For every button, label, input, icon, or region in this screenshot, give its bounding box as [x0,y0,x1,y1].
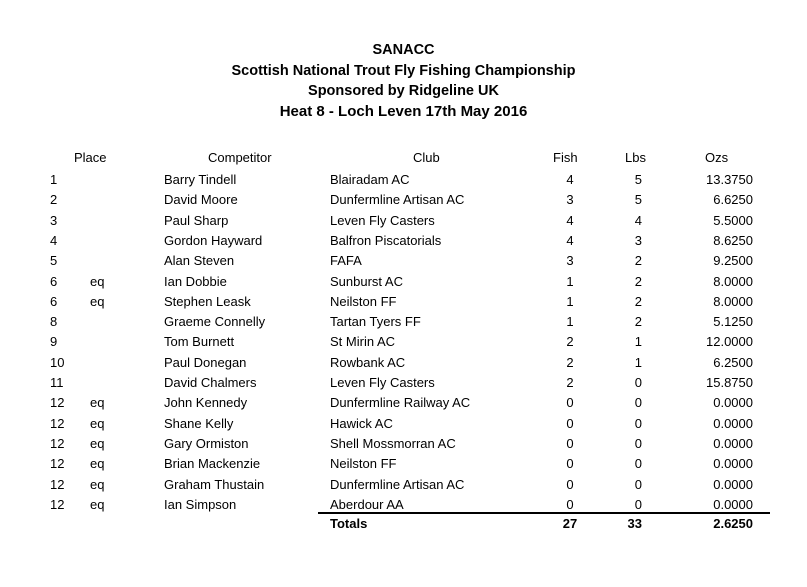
cell-competitor: Graeme Connelly [164,314,266,329]
cell-eq: eq [90,456,105,471]
cell-competitor: Paul Donegan [164,355,247,370]
totals-ozs: 2.6250 [713,516,753,531]
cell-ozs: 6.2500 [713,355,753,370]
cell-place: 10 [50,355,65,370]
cell-place: 9 [50,334,58,349]
cell-club: Rowbank AC [330,355,406,370]
cell-fish: 0 [566,477,574,492]
cell-competitor: Alan Steven [164,253,235,268]
cell-competitor: Barry Tindell [164,172,237,187]
cell-lbs: 2 [634,294,642,309]
cell-club: Dunfermline Artisan AC [330,192,465,207]
cell-fish: 0 [566,497,574,512]
heat-title: Heat 8 - Loch Leven 17th May 2016 [279,102,528,120]
cell-eq: eq [90,477,105,492]
header-fish: Fish [553,150,578,165]
cell-place: 12 [50,395,65,410]
cell-lbs: 1 [634,355,642,370]
cell-lbs: 0 [634,477,642,492]
cell-lbs: 0 [634,436,642,451]
cell-competitor: Brian Mackenzie [164,456,261,471]
cell-place: 2 [50,192,58,207]
cell-competitor: David Moore [164,192,238,207]
cell-ozs: 0.0000 [713,395,753,410]
cell-eq: eq [90,395,105,410]
cell-ozs: 0.0000 [713,416,753,431]
cell-competitor: Graham Thustain [164,477,265,492]
cell-lbs: 2 [634,274,642,289]
header-club: Club [413,150,440,165]
cell-fish: 2 [566,334,574,349]
cell-place: 8 [50,314,58,329]
header-competitor: Competitor [208,150,272,165]
cell-lbs: 1 [634,334,642,349]
totals-label: Totals [330,516,368,531]
cell-fish: 0 [566,395,574,410]
cell-club: Leven Fly Casters [330,375,435,390]
totals-lbs: 33 [627,516,642,531]
cell-competitor: Ian Dobbie [164,274,227,289]
cell-ozs: 5.1250 [713,314,753,329]
cell-club: Neilston FF [330,294,397,309]
cell-ozs: 8.0000 [713,274,753,289]
cell-lbs: 0 [634,395,642,410]
totals-fish: 27 [562,516,578,531]
header-ozs: Ozs [705,150,729,165]
cell-ozs: 12.0000 [706,334,753,349]
cell-competitor: David Chalmers [164,375,257,390]
cell-ozs: 0.0000 [713,497,753,512]
cell-club: St Mirin AC [330,334,396,349]
cell-club: Blairadam AC [330,172,410,187]
cell-fish: 3 [566,253,574,268]
cell-fish: 4 [566,213,574,228]
cell-competitor: Tom Burnett [164,334,235,349]
cell-ozs: 0.0000 [713,436,753,451]
cell-lbs: 0 [634,497,642,512]
cell-fish: 1 [566,314,574,329]
cell-fish: 4 [566,172,574,187]
cell-club: Neilston FF [330,456,397,471]
cell-fish: 1 [566,274,574,289]
cell-lbs: 5 [634,172,642,187]
cell-ozs: 0.0000 [713,456,753,471]
cell-competitor: Gary Ormiston [164,436,249,451]
cell-place: 3 [50,213,58,228]
cell-fish: 0 [566,456,574,471]
cell-ozs: 8.0000 [713,294,753,309]
header-place: Place [74,150,107,165]
cell-eq: eq [90,497,105,512]
cell-club: Aberdour AA [330,497,404,512]
cell-competitor: Stephen Leask [164,294,251,309]
cell-competitor: Shane Kelly [164,416,234,431]
header-lbs: Lbs [625,150,646,165]
cell-lbs: 0 [634,456,642,471]
cell-lbs: 4 [634,213,642,228]
cell-ozs: 6.6250 [713,192,753,207]
cell-competitor: Gordon Hayward [164,233,263,248]
cell-lbs: 5 [634,192,642,207]
sponsor-title: Sponsored by Ridgeline UK [308,83,499,99]
cell-eq: eq [90,436,105,451]
cell-fish: 4 [566,233,574,248]
cell-place: 12 [50,497,65,512]
cell-club: Leven Fly Casters [330,213,435,228]
cell-place: 11 [50,375,64,390]
cell-place: 5 [50,253,58,268]
cell-lbs: 0 [634,416,642,431]
cell-club: FAFA [330,253,362,268]
cell-fish: 2 [566,355,574,370]
organisation-title: SANACC [372,42,435,58]
cell-lbs: 3 [634,233,642,248]
cell-place: 12 [50,477,65,492]
cell-competitor: Ian Simpson [164,497,237,512]
cell-ozs: 8.6250 [713,233,753,248]
cell-place: 4 [50,233,58,248]
totals-rule [318,512,770,514]
cell-club: Shell Mossmorran AC [330,436,456,451]
cell-eq: eq [90,274,105,289]
cell-competitor: Paul Sharp [164,213,229,228]
cell-fish: 1 [566,294,574,309]
cell-lbs: 2 [634,314,642,329]
cell-club: Sunburst AC [330,274,403,289]
cell-fish: 0 [566,436,574,451]
cell-place: 1 [50,172,58,187]
cell-club: Dunfermline Railway AC [330,395,471,410]
cell-eq: eq [90,294,105,309]
cell-ozs: 5.5000 [713,213,753,228]
cell-place: 6 [50,294,58,309]
cell-fish: 2 [566,375,574,390]
cell-fish: 3 [566,192,574,207]
cell-lbs: 2 [634,253,642,268]
cell-ozs: 13.3750 [706,172,753,187]
cell-fish: 0 [566,416,574,431]
title-block [0,40,807,122]
cell-place: 12 [50,436,65,451]
cell-lbs: 0 [634,375,642,390]
cell-club: Tartan Tyers FF [330,314,421,329]
cell-ozs: 0.0000 [713,477,753,492]
cell-club: Balfron Piscatorials [330,233,442,248]
championship-title: Scottish National Trout Fly Fishing Championship [231,62,576,79]
cell-ozs: 9.2500 [713,253,753,268]
cell-competitor: John Kennedy [164,395,248,410]
cell-place: 12 [50,416,65,431]
cell-place: 6 [50,274,58,289]
cell-place: 12 [50,456,65,471]
cell-eq: eq [90,416,105,431]
cell-ozs: 15.8750 [706,375,753,390]
cell-club: Dunfermline Artisan AC [330,477,465,492]
cell-club: Hawick AC [330,416,393,431]
